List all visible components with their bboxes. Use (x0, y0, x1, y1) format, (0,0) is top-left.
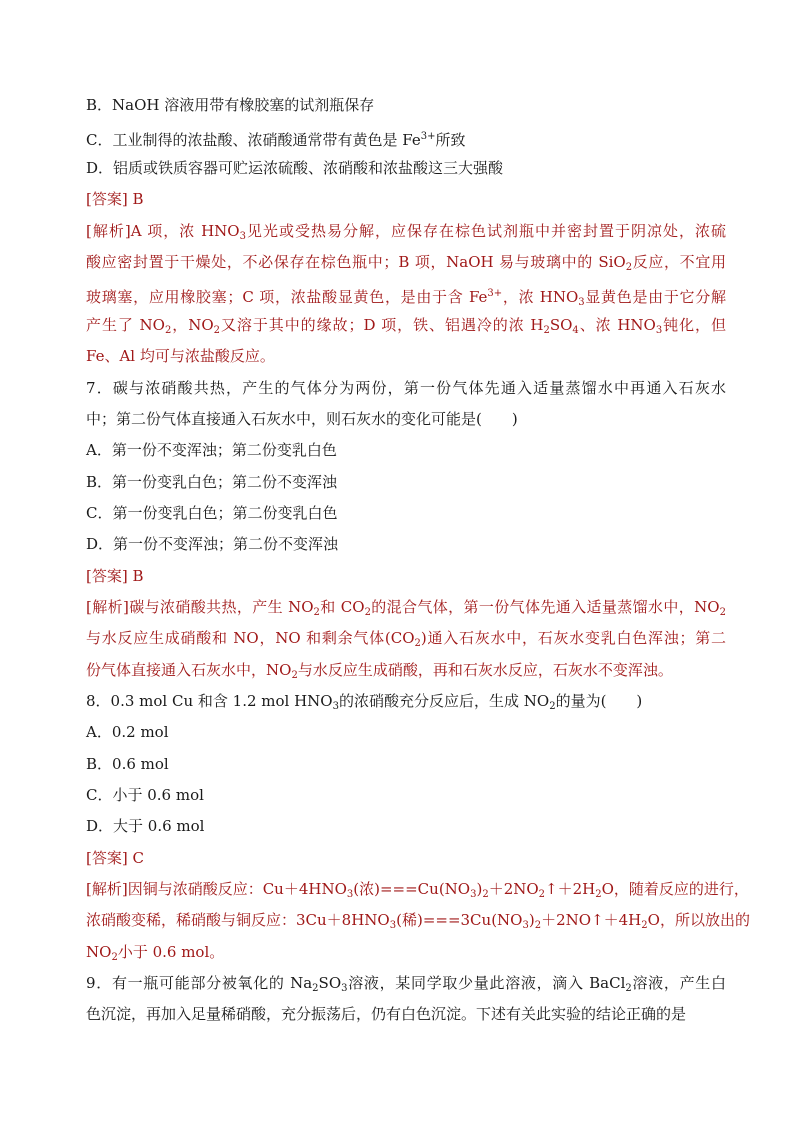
q8-stem: 8．0.3 mol Cu 和含 1.2 mol $HNO_3$的浓硝酸充分反应后，生成 $NO_2$的量为( ) (86, 692, 643, 712)
q7-analysis-line-3: 份气体直接通入石灰水中，$NO_2$与水反应生成硝酸，再和石灰水反应，石灰水不变浑浊。 (86, 661, 673, 681)
q8-analysis-line-3: $NO_2$小于 0.6 mol。 (86, 943, 225, 963)
q6-option-c: C．工业制得的浓盐酸、浓硝酸通常带有黄色是 $Fe^{3+}$所致 (86, 131, 466, 149)
q6-answer: [答案] B (86, 190, 144, 208)
q7-option-c: C．第一份变乳白色；第二份变乳白色 (86, 504, 338, 522)
q8-option-a: A．0.2 mol (86, 723, 169, 741)
q7-analysis-line-1: [解析]碳与浓硝酸共热，产生 $NO_2$和 $CO_2$的混合气体，第一份气体先通入适量蒸馏水中，$NO_2$ (86, 598, 726, 618)
q6-analysis-line-5: Fe、Al 均可与浓盐酸反应。 (86, 347, 275, 365)
q9-stem-line-1: 9．有一瓶可能部分被氧化的 $Na_2SO_3$溶液，某同学取少量此溶液，滴入 BaCl$_2$溶液，产生白 (86, 974, 726, 994)
q6-option-d: D．铝质或铁质容器可贮运浓硫酸、浓硝酸和浓盐酸这三大强酸 (86, 159, 504, 177)
q8-analysis-line-1: [解析]因铜与浓硝酸反应：$Cu+4HNO_3$(浓)$===Cu(NO_3)_2+2NO_2↑+2H_2O$，随着反应的进行， (86, 880, 749, 900)
q7-option-b: B．第一份变乳白色；第二份不变浑浊 (86, 473, 338, 491)
q8-analysis-line-2: 浓硝酸变稀，稀硝酸与铜反应：$3Cu+8HNO_3$(稀)$===3Cu(NO_3)_2+2NO↑+4H_2O$，所以放出的 (86, 911, 750, 931)
q7-stem-line-1: 7．碳与浓硝酸共热，产生的气体分为两份，第一份气体先通入适量蒸馏水中再通入石灰水 (86, 379, 726, 397)
q8-option-d: D．大于 0.6 mol (86, 817, 205, 835)
q6-analysis-line-2: 酸应密封置于干燥处，不必保存在棕色瓶中；B 项，NaOH 易与玻璃中的 SiO$_2$反应，不宜用 (86, 253, 726, 273)
q6-option-b: B．NaOH 溶液用带有橡胶塞的试剂瓶保存 (86, 96, 375, 114)
q8-option-c: C．小于 0.6 mol (86, 786, 204, 804)
q6-analysis-line-1: [解析]A 项，浓 $HNO_3$见光或受热易分解，应保存在棕色试剂瓶中并密封置于阴凉处，浓硫 (86, 222, 726, 242)
q6-analysis-line-3: 玻璃塞，应用橡胶塞；C 项，浓盐酸显黄色，是由于含 $Fe^{3+}$，浓 $HNO_3$显黄色是由于它分解 (86, 288, 726, 308)
q8-option-b: B．0.6 mol (86, 755, 169, 773)
q7-option-a: A．第一份不变浑浊；第二份变乳白色 (86, 441, 337, 459)
q6-analysis-line-4: 产生了 $NO_2$，$NO_2$又溶于其中的缘故；D 项，铁、铝遇冷的浓 $H_2SO_4$、浓 $HNO_3$钝化，但 (86, 316, 726, 336)
q8-answer: [答案] C (86, 849, 144, 867)
q7-stem-line-2: 中；第二份气体直接通入石灰水中，则石灰水的变化可能是( ) (86, 410, 518, 428)
q7-answer: [答案] B (86, 567, 144, 585)
q7-analysis-line-2: 与水反应生成硝酸和 NO，NO 和剩余气体$(CO_2)$通入石灰水中，石灰水变乳白色浑浊；第二 (86, 629, 726, 649)
q7-option-d: D．第一份不变浑浊；第二份不变浑浊 (86, 535, 339, 553)
q9-stem-line-2: 色沉淀，再加入足量稀硝酸，充分振荡后，仍有白色沉淀。下述有关此实验的结论正确的是 (86, 1005, 687, 1023)
